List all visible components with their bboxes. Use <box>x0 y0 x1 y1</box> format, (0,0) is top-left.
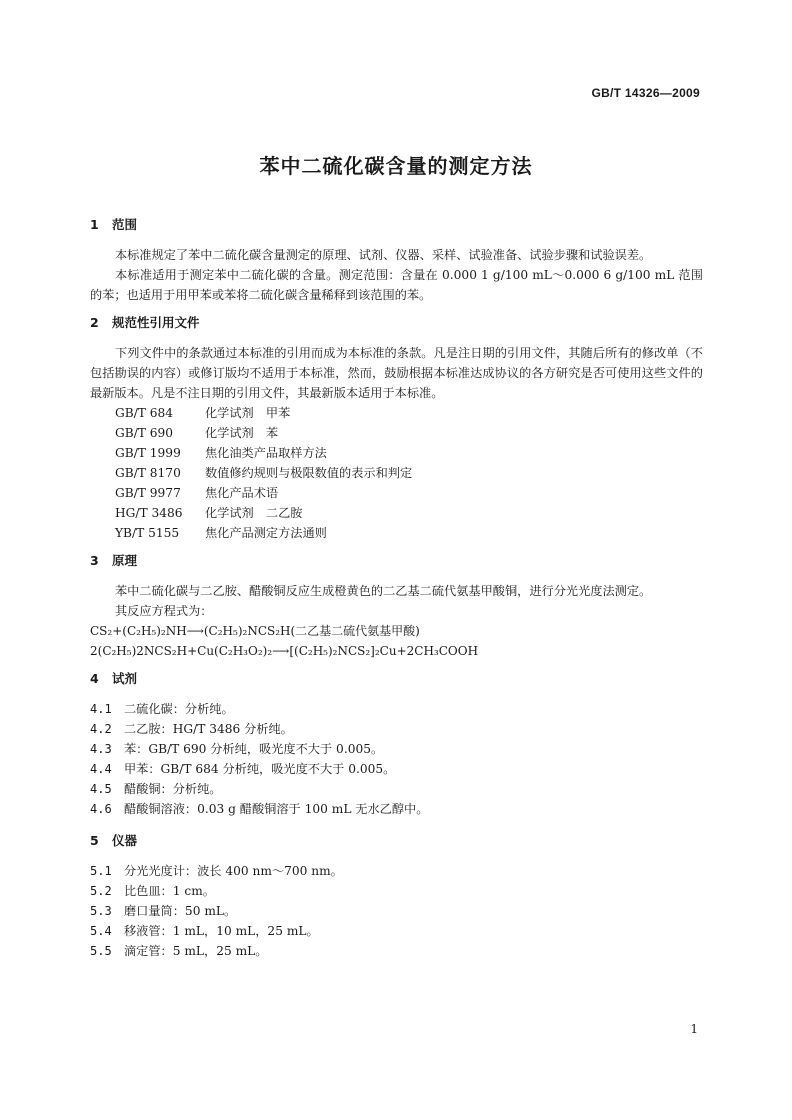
page-number: 1 <box>690 1022 698 1036</box>
instrument-item <box>90 881 703 901</box>
item-text: 醋酸铜溶液：0.03 g 醋酸铜溶于 100 mL 无水乙醇中。 <box>124 802 429 816</box>
reference-name: 化学试剂 苯 <box>205 426 279 440</box>
reference-item <box>90 483 703 503</box>
item-number: 5.2 <box>90 884 112 898</box>
paragraph: 其反应方程式为： <box>115 604 213 618</box>
item-number: 5.1 <box>90 864 112 878</box>
reference-name: 数值修约规则与极限数值的表示和判定 <box>205 466 413 480</box>
item-text: 醋酸铜：分析纯。 <box>124 782 222 796</box>
item-number: 4.2 <box>90 722 112 736</box>
reaction-equation-1: CS₂+(C₂H₅)₂NH⟶(C₂H₅)₂NCS₂H(二乙基二硫代氨基甲酸) <box>90 624 420 638</box>
item-number: 4.3 <box>90 742 112 756</box>
instrument-item <box>90 941 703 961</box>
instrument-item <box>90 861 703 881</box>
item-number: 5.5 <box>90 944 112 958</box>
reference-item <box>90 423 703 443</box>
standard-code: GB/T 14326—2009 <box>591 86 700 100</box>
reagent-item <box>90 699 703 719</box>
section-2-heading <box>90 313 703 333</box>
reference-code: GB/T 1999 <box>115 446 181 460</box>
section-title: 范围 <box>112 217 138 232</box>
item-text: 磨口量筒：50 mL。 <box>124 904 237 918</box>
section-number: 5 <box>90 833 99 848</box>
item-text: 滴定管：5 mL，25 mL。 <box>124 944 268 958</box>
reference-name: 焦化产品测定方法通则 <box>205 526 327 540</box>
item-text: 苯：GB/T 690 分析纯，吸光度不大于 0.005。 <box>124 742 384 756</box>
reference-name: 焦化油类产品取样方法 <box>205 446 327 460</box>
item-number: 4.1 <box>90 702 112 716</box>
item-text: 甲苯：GB/T 684 分析纯，吸光度不大于 0.005。 <box>124 762 396 776</box>
reference-item <box>90 403 703 423</box>
paragraph: 苯中二硫化碳与二乙胺、醋酸铜反应生成橙黄色的二乙基二硫代氨基甲酸铜，进行分光光度法测定。 <box>115 584 652 598</box>
section-number: 4 <box>90 671 99 686</box>
reference-code: YB/T 5155 <box>115 526 180 540</box>
section-3-heading <box>90 551 703 571</box>
reference-item <box>90 443 703 463</box>
section-number: 2 <box>90 315 99 330</box>
item-text: 分光光度计：波长 400 nm～700 nm。 <box>124 864 343 878</box>
item-number: 5.3 <box>90 904 112 918</box>
reference-code: HG/T 3486 <box>115 506 183 520</box>
reference-name: 化学试剂 甲苯 <box>205 406 291 420</box>
section-title: 规范性引用文件 <box>112 315 200 330</box>
reference-code: GB/T 684 <box>115 406 174 420</box>
reference-item <box>90 523 703 543</box>
reference-code: GB/T 9977 <box>115 486 181 500</box>
reference-name: 化学试剂 二乙胺 <box>205 506 303 520</box>
item-text: 比色皿：1 cm。 <box>124 884 215 898</box>
section-4-heading <box>90 669 703 689</box>
reaction-equation-2: 2(C₂H₅)2NCS₂H+Cu(C₂H₃O₂)₂⟶[(C₂H₅)₂NCS₂]₂Cu+2CH₃COOH <box>90 644 479 658</box>
reagent-item <box>90 799 703 819</box>
section-number: 1 <box>90 217 99 232</box>
item-text: 二硫化碳：分析纯。 <box>124 702 234 716</box>
paragraph: 本标准适用于测定苯中二硫化碳的含量。测定范围：含量在 0.000 1 g/100 mL～0.000 6 g/100 mL 范围的苯；也适用于用甲苯或苯将二硫化碳含量稀释到该范围的苯。 <box>90 268 703 302</box>
item-number: 4.5 <box>90 782 112 796</box>
reagent-item <box>90 739 703 759</box>
instrument-item <box>90 921 703 941</box>
item-number: 4.4 <box>90 762 112 776</box>
section-1-heading <box>90 215 703 235</box>
item-number: 5.4 <box>90 924 112 938</box>
reference-item <box>90 503 703 523</box>
item-number: 4.6 <box>90 802 112 816</box>
paragraph: 下列文件中的条款通过本标准的引用而成为本标准的条款。凡是注日期的引用文件，其随后所有的修改单（不包括勘误的内容）或修订版均不适用于本标准，然而，鼓励根据本标准达成协议的各方研究是否可使用这些文件的最新版本。凡是不注日期的引用文件，其最新版本适用于本标准。 <box>90 346 703 400</box>
document-body <box>90 215 703 961</box>
reference-item <box>90 463 703 483</box>
document-title: 苯中二硫化碳含量的测定方法 <box>259 154 533 178</box>
reagent-item <box>90 779 703 799</box>
section-title: 原理 <box>112 553 138 568</box>
section-title: 试剂 <box>112 671 138 686</box>
section-number: 3 <box>90 553 99 568</box>
section-5-heading <box>90 831 703 851</box>
instrument-item <box>90 901 703 921</box>
reagent-item <box>90 759 703 779</box>
reference-name: 焦化产品术语 <box>205 486 279 500</box>
item-text: 移液管：1 mL，10 mL，25 mL。 <box>124 924 319 938</box>
reference-code: GB/T 8170 <box>115 466 181 480</box>
reagent-item <box>90 719 703 739</box>
paragraph: 本标准规定了苯中二硫化碳含量测定的原理、试剂、仪器、采样、试验准备、试验步骤和试验误差。 <box>115 248 652 262</box>
section-title: 仪器 <box>112 833 138 848</box>
reference-code: GB/T 690 <box>115 426 174 440</box>
item-text: 二乙胺：HG/T 3486 分析纯。 <box>124 722 293 736</box>
